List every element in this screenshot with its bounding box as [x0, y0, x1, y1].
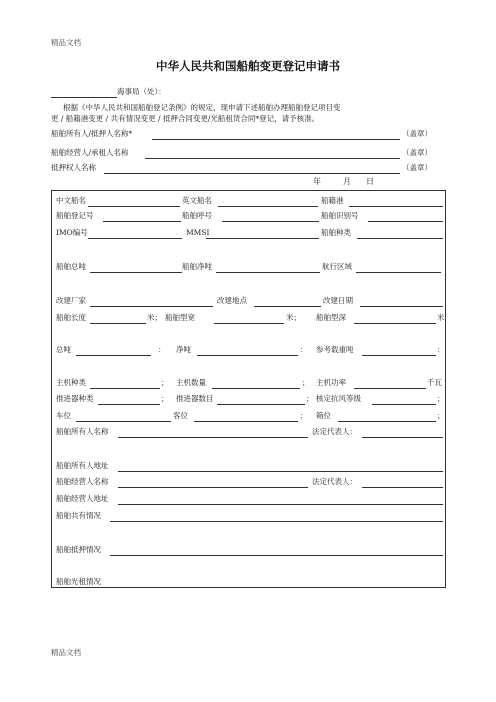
signer-operator-label: 船舶经营人/承租人名称 — [51, 148, 129, 157]
label-breadth: 船舶型宽 — [165, 313, 195, 322]
label-rebuild-yard: 改建厂家 — [56, 296, 86, 305]
field-total-tons[interactable] — [76, 355, 151, 356]
label-nav-area: 航行区域 — [322, 262, 352, 271]
field-call-sign[interactable] — [222, 221, 319, 222]
label-wind-grade: 核定抗风等级 — [316, 394, 361, 403]
field-co-ownership[interactable] — [110, 521, 443, 522]
page-title: 中华人民共和国船舶变更登记申请书 — [156, 59, 340, 73]
label-engine-count: 主机数量 — [176, 378, 206, 387]
field-nav-area[interactable] — [356, 272, 441, 273]
signer-owner-field[interactable] — [152, 139, 400, 140]
field-reg-no[interactable] — [103, 221, 181, 222]
unit-depth: 米 — [437, 313, 445, 322]
field-propeller-count[interactable] — [217, 404, 305, 405]
label-owner-address: 船舶所有人地址 — [56, 461, 109, 470]
label-net-tons: 净吨 — [176, 345, 191, 354]
unit-length: 米； — [147, 313, 162, 322]
signer-mortgagee-seal: （盖章） — [402, 163, 432, 172]
sep-propeller-count: ； — [306, 394, 314, 403]
intro-line-1: 根据《中华人民共和国船舶登记条例》的规定，现申请下述船舶办理船舶登记项目变 — [63, 103, 341, 112]
label-deadweight: 参考载重吨 — [316, 345, 354, 354]
label-ship-type: 船舶种类 — [321, 228, 351, 237]
label-ship-id: 船舶识别号 — [321, 211, 359, 220]
sep-total-tons: ： — [158, 345, 166, 354]
field-engine-type[interactable] — [90, 388, 160, 389]
label-co-ownership: 船舶共有情况 — [56, 511, 101, 520]
unit-engine-power: 千瓦 — [427, 378, 442, 387]
label-rebuild-date: 改建日期 — [323, 296, 353, 305]
field-net-tons[interactable] — [197, 355, 298, 356]
field-car-slots[interactable] — [76, 421, 171, 422]
field-mmsi[interactable] — [206, 238, 319, 239]
sep-wind-grade: ； — [437, 394, 445, 403]
field-net-tonnage[interactable] — [216, 272, 320, 273]
sep-net-tons: ： — [300, 345, 308, 354]
label-container-slots: 箱位 — [316, 411, 331, 420]
field-owner-address[interactable] — [118, 471, 443, 472]
label-net-tonnage: 船舶净吨 — [182, 262, 212, 271]
field-breadth[interactable] — [214, 323, 284, 324]
signer-operator-seal: （盖章） — [402, 148, 432, 157]
label-length: 船舶长度 — [56, 313, 86, 322]
header-watermark: 精品文档 — [51, 38, 81, 47]
field-engine-power[interactable] — [354, 388, 426, 389]
label-operator-name: 船舶经营人名称 — [56, 477, 109, 486]
field-length[interactable] — [90, 323, 146, 324]
field-owner-legal-rep[interactable] — [362, 437, 443, 438]
field-rebuild-place[interactable] — [254, 306, 321, 307]
label-call-sign: 船舶呼号 — [182, 211, 212, 220]
field-owner-name[interactable] — [118, 437, 308, 438]
field-mortgage[interactable] — [110, 555, 443, 556]
signer-mortgagee-label: 抵押权人名称 — [51, 163, 96, 172]
label-operator-address: 船舶经营人地址 — [56, 494, 109, 503]
field-imo[interactable] — [88, 238, 182, 239]
field-port[interactable] — [349, 206, 443, 207]
label-engine-type: 主机种类 — [56, 378, 86, 387]
label-cn-name: 中文船名 — [56, 196, 86, 205]
unit-breadth: 米； — [286, 313, 301, 322]
field-deadweight[interactable] — [362, 355, 436, 356]
field-cn-name[interactable] — [88, 206, 180, 207]
field-propeller-type[interactable] — [98, 404, 160, 405]
label-propeller-count: 推进器数目 — [176, 394, 214, 403]
label-en-name: 英文船名 — [182, 196, 212, 205]
label-mmsi: MMSI — [186, 228, 210, 237]
sep-engine-type: ； — [161, 378, 169, 387]
label-depth: 船舶型深 — [316, 313, 346, 322]
form-frame — [51, 190, 446, 588]
field-engine-count[interactable] — [212, 388, 300, 389]
label-rebuild-place: 改建地点 — [217, 296, 247, 305]
field-operator-legal-rep[interactable] — [362, 487, 443, 488]
signer-owner-seal: （盖章） — [402, 129, 432, 138]
field-container-slots[interactable] — [338, 421, 436, 422]
field-ship-type[interactable] — [357, 238, 443, 239]
signer-mortgagee-field[interactable] — [104, 173, 400, 174]
label-bareboat: 船舶光租情况 — [56, 577, 101, 586]
label-imo: IMO编号 — [56, 228, 88, 237]
field-bareboat[interactable] — [110, 587, 443, 588]
footer-watermark: 精品文档 — [51, 648, 81, 657]
sep-engine-count: ； — [302, 378, 310, 387]
field-passenger-slots[interactable] — [194, 421, 298, 422]
office-name-field[interactable] — [51, 97, 117, 98]
label-car-slots: 车位 — [56, 411, 71, 420]
office-suffix: 海事局（处）： — [117, 87, 166, 96]
field-operator-name[interactable] — [118, 487, 308, 488]
label-operator-legal-rep: 法定代表人： — [312, 477, 357, 486]
label-total-tons: 总吨 — [56, 345, 71, 354]
sep-deadweight: ： — [437, 345, 445, 354]
label-mortgage: 船舶抵押情况 — [56, 545, 101, 554]
field-operator-address[interactable] — [118, 504, 443, 505]
field-gross-tonnage[interactable] — [90, 272, 182, 273]
sep-propeller-type: ； — [161, 394, 169, 403]
label-owner-legal-rep: 法定代表人： — [312, 427, 357, 436]
signer-owner-label: 船舶所有人/抵押人名称* — [51, 129, 133, 138]
date-month: 月 — [343, 177, 351, 186]
label-propeller-type: 推进器种类 — [56, 394, 94, 403]
date-day: 日 — [366, 177, 374, 186]
field-en-name[interactable] — [218, 206, 318, 207]
label-reg-no: 船舶登记号 — [56, 211, 94, 220]
field-ship-id[interactable] — [368, 221, 443, 222]
label-gross-tonnage: 船舶总吨 — [56, 262, 86, 271]
label-passenger-slots: 客位 — [173, 411, 188, 420]
sep-passenger-slots: ； — [300, 411, 308, 420]
sep-container-slots: ； — [437, 411, 445, 420]
date-year: 年 — [313, 177, 321, 186]
label-engine-power: 主机功率 — [316, 378, 346, 387]
field-rebuild-yard[interactable] — [90, 306, 213, 307]
label-port: 船籍港 — [321, 196, 344, 205]
label-owner-name: 船舶所有人名称 — [56, 427, 109, 436]
field-rebuild-date[interactable] — [360, 306, 443, 307]
field-wind-grade[interactable] — [372, 404, 436, 405]
field-depth[interactable] — [354, 323, 436, 324]
signer-operator-field[interactable] — [145, 158, 400, 159]
intro-line-2: 更 / 船籍港变更 / 共有情况变更 / 抵押合同变更/光船租赁合同*登记，请予核准。 — [51, 114, 320, 123]
